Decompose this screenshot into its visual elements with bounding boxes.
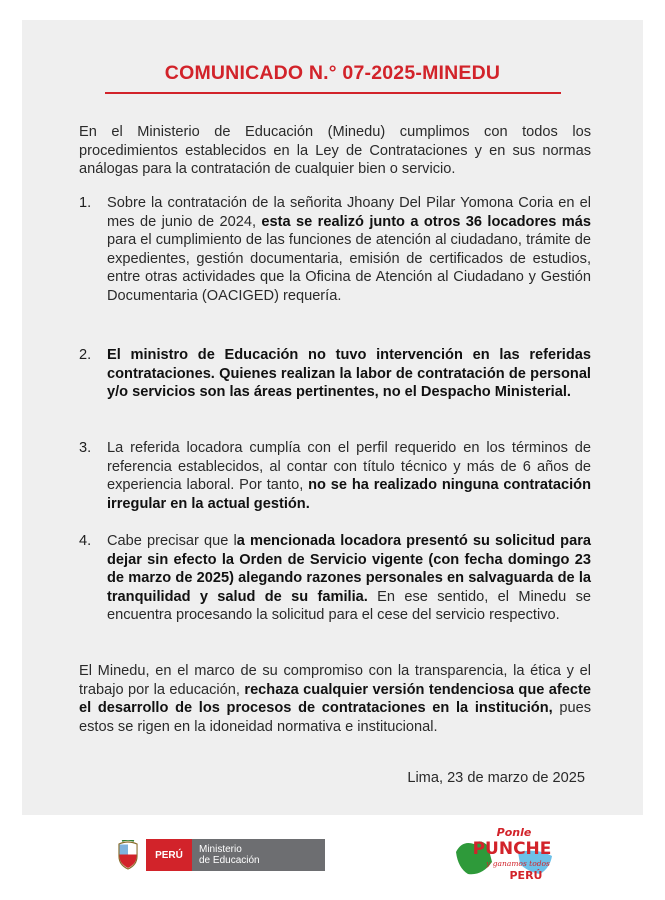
list-item-4 xyxy=(79,532,591,625)
item-number: 4. xyxy=(79,533,92,549)
ministry-label: Ministerio de Educación xyxy=(192,839,325,871)
item-text: La referida locadora cumplía con el perfil requerido en los términos de referencia establecidos, al contar con título técnico y más de 6 años de experiencia laboral. Por tanto, no se ha realizado ninguna contratación irregular en la actual gestión. xyxy=(107,440,591,512)
svg-text:y ganamos todos: y ganamos todos xyxy=(486,859,550,868)
intro-paragraph: En el Ministerio de Educación (Minedu) cumplimos con todos los procedimientos establecidos en la Ley de Contrataciones y en sus normas análogas para la contratación de cualquier bien o servicio. xyxy=(79,124,591,178)
list-item-2 xyxy=(79,346,591,402)
peru-label: PERÚ xyxy=(146,839,192,871)
list-item-3 xyxy=(79,439,591,513)
minedu-logo xyxy=(116,837,325,873)
svg-text:PERÚ: PERÚ xyxy=(509,869,543,882)
item-number: 1. xyxy=(79,195,92,211)
ponle-punche-logo xyxy=(448,822,558,888)
item-text: Sobre la contratación de la señorita Jhoany Del Pilar Yomona Coria en el mes de junio de 2024, esta se realizó junto a otros 36 locadores más para el cumplimiento de las funciones de atención al ciudadano, trámite de expedientes, gestión documentaria, emisión de certificados de estudios, entre otras actividades que la Oficina de Atención al Ciudadano y Gestión Documentaria (OACIGED) requería. xyxy=(107,195,591,304)
svg-text:Ponle: Ponle xyxy=(496,826,532,839)
svg-text:PUNCHE: PUNCHE xyxy=(472,839,552,859)
title-underline xyxy=(105,92,561,94)
item-text: El ministro de Educación no tuvo intervención en las referidas contrataciones. Quienes realizan la labor de contratación de personal y/o servicios son las áreas pertinentes, no el Despacho Ministerial. xyxy=(107,347,591,401)
item-text: Cabe precisar que la mencionada locadora presentó su solicitud para dejar sin efecto la Orden de Servicio vigente (con fecha domingo 23 de marzo de 2025) alegando razones personales en salvaguarda de la tranquilidad y salud de su familia. En ese sentido, el Minedu se encuentra procesando la solicitud para el cese del servicio respectivo. xyxy=(107,533,591,624)
closing-paragraph: El Minedu, en el marco de su compromiso con la transparencia, la ética y el trabajo por la educación, rechaza cualquier versión tendenciosa que afecte el desarrollo de los procesos de contrataciones en la institución, pues estos se rigen en la idoneidad normativa e institucional. xyxy=(79,663,591,735)
coat-of-arms-icon xyxy=(116,840,140,870)
page-title: COMUNICADO N.° 07-2025-MINEDU xyxy=(164,62,501,84)
document-date: Lima, 23 de marzo de 2025 xyxy=(407,770,585,786)
item-number: 2. xyxy=(79,347,92,363)
item-number: 3. xyxy=(79,440,92,456)
list-item-1 xyxy=(79,194,591,306)
